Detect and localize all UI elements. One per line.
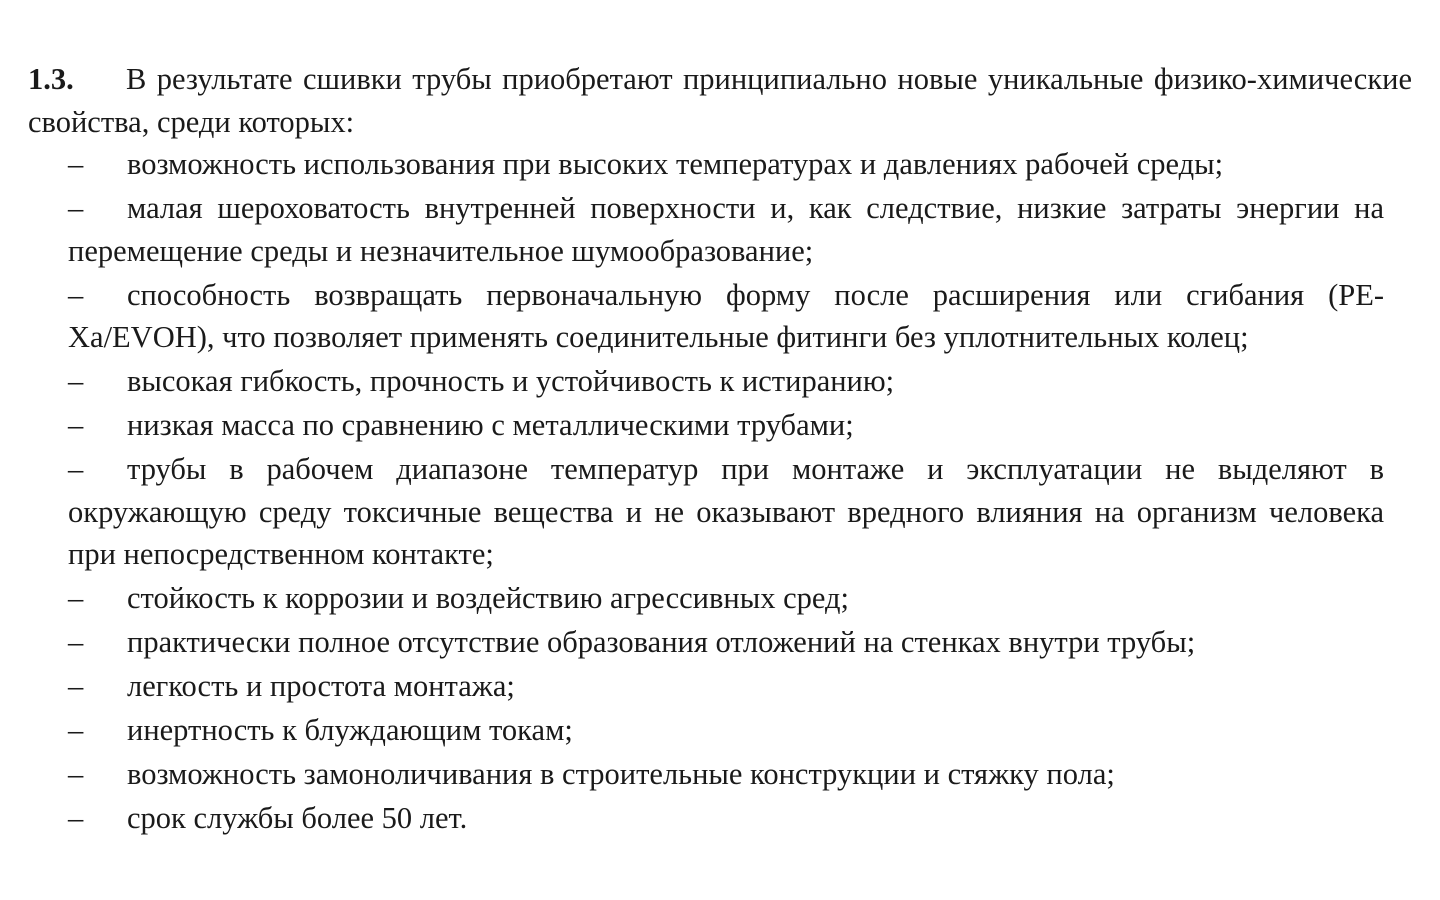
list-item-text: стойкость к коррозии и воздействию агрессивных сред; [127,581,850,615]
list-item [68,621,1384,664]
list-item [68,797,1384,840]
list-item-text: низкая масса по сравнению с металлическими трубами; [127,408,854,442]
list-item [68,143,1384,186]
bullet-dash: – [68,669,84,703]
list-item [68,665,1384,708]
section-text: В результате сшивки трубы приобретают принципиально новые уникальные физико-химические свойства, среди которых: [28,62,1412,139]
list-item-text: легкость и простота монтажа; [127,669,515,703]
list-item-text: возможность использования при высоких температурах и давлениях рабочей среды; [127,147,1224,181]
bullet-dash: – [68,364,84,398]
list-item [68,753,1384,796]
list-item [68,187,1384,272]
list-item [68,404,1384,447]
list-item-text: способность возвращать первоначальную форму после расширения или сгибания (PE-Xa/EVOH), что позволяет применять соединительные фитинги без уплотнительных колец; [68,277,1384,354]
list-item [68,360,1384,403]
bullet-dash: – [68,452,84,486]
list-item [68,577,1384,620]
list-item-text: срок службы более 50 лет. [127,801,468,835]
bullet-dash: – [68,581,84,615]
bullet-dash: – [68,408,84,442]
bullet-dash: – [68,277,84,312]
list-item-text: возможность замоноличивания в строительные конструкции и стяжку пола; [127,757,1115,791]
bullet-dash: – [68,147,84,181]
list-item [68,448,1384,576]
bullet-dash: – [68,757,84,791]
list-item-text: трубы в рабочем диапазоне температур при монтаже и эксплуатации не выделяют в окружающую среду токсичные вещества и не оказывают вредного влияния на организм человека при непосредственном контакте; [68,452,1384,571]
list-item-text: практически полное отсутствие образования отложений на стенках внутри трубы; [127,625,1196,659]
bullet-dash: – [68,625,84,659]
bullet-dash: – [68,191,84,225]
property-list [28,143,1412,840]
list-item-text: инертность к блуждающим токам; [127,713,573,747]
section-paragraph [28,58,1412,143]
bullet-dash: – [68,801,84,835]
list-item-text: высокая гибкость, прочность и устойчивость к истиранию; [127,364,895,398]
list-item-text: малая шероховатость внутренней поверхности и, как следствие, низкие затраты энергии на перемещение среды и незначительное шумообразование; [68,191,1384,268]
list-item [68,274,1384,359]
section-number: 1.3. [28,62,74,96]
bullet-dash: – [68,713,84,747]
list-item [68,709,1384,752]
